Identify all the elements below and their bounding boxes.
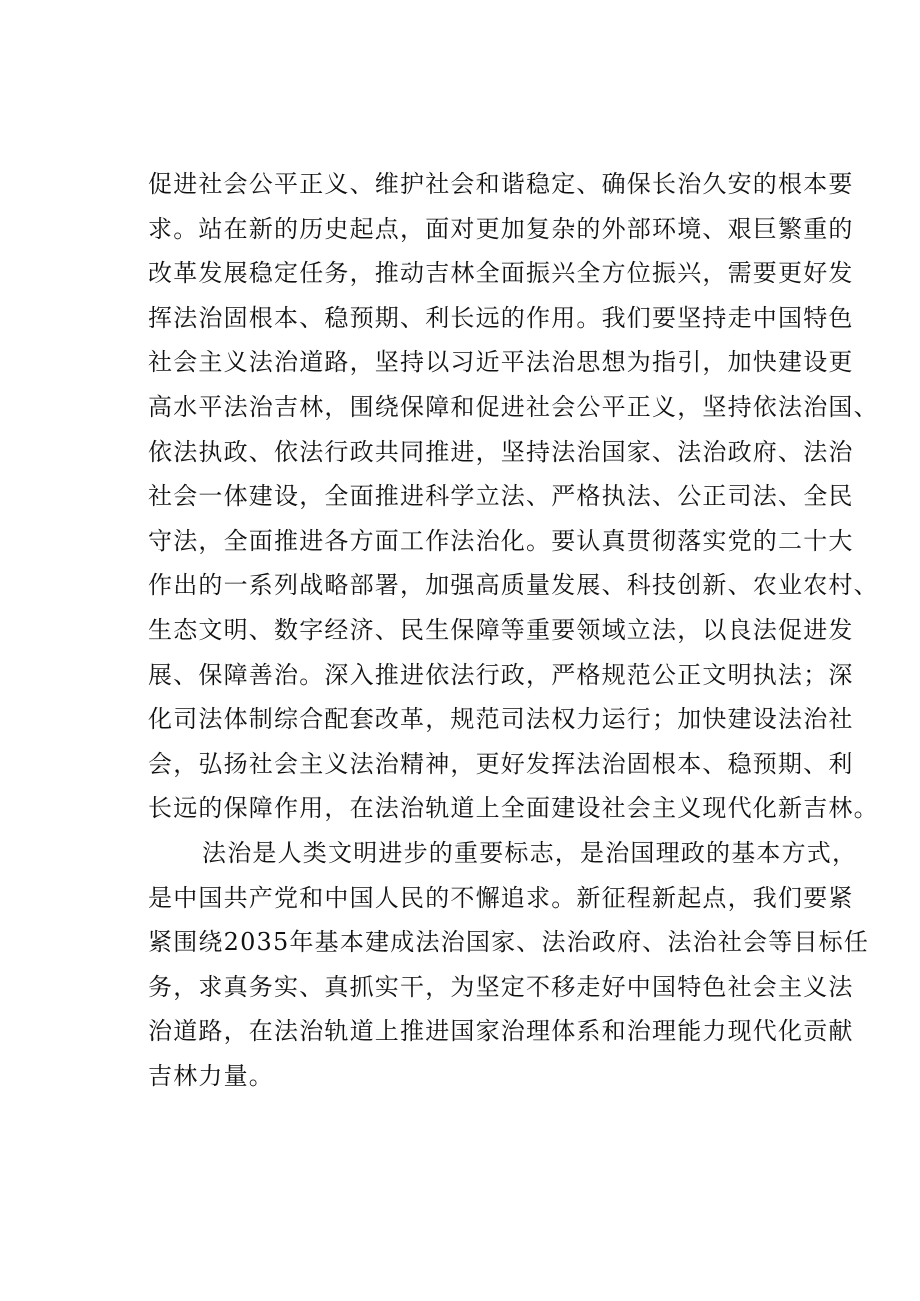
text-line: 展、保障善治。深入推进依法行政，严格规范公正文明执法；深 [148, 660, 854, 689]
text-line: 挥法治固根本、稳预期、利长远的作用。我们要坚持走中国特色 [148, 303, 854, 332]
text-line: 治道路，在法治轨道上推进国家治理体系和治理能力现代化贡献 [148, 1017, 854, 1046]
text-line: 依法执政、依法行政共同推进，坚持法治国家、法治政府、法治 [148, 437, 854, 466]
text-line: 促进社会公平正义、维护社会和谐稳定、确保长治久安的根本要 [148, 170, 854, 198]
paragraph-1 [148, 162, 879, 831]
text-line: 务，求真务实、真抓实干，为坚定不移走好中国特色社会主义法 [148, 972, 854, 1001]
text-line: 改革发展稳定任务，推动吉林全面振兴全方位振兴，需要更好发 [148, 259, 854, 288]
text-line: 长远的保障作用，在法治轨道上全面建设社会主义现代化新吉林。 [148, 794, 879, 823]
text-line: 求。站在新的历史起点，面对更加复杂的外部环境、艰巨繁重的 [148, 214, 854, 243]
text-line: 生态文明、数字经济、民生保障等重要领域立法，以良法促进发 [148, 615, 854, 644]
text-line: 社会主义法治道路，坚持以习近平法治思想为指引，加快建设更 [148, 348, 854, 377]
text-line: 法治是人类文明进步的重要标志，是治国理政的基本方式， [202, 838, 858, 867]
document-body [148, 162, 879, 1098]
text-line: 守法，全面推进各方面工作法治化。要认真贯彻落实党的二十大 [148, 526, 854, 555]
text-line: 会，弘扬社会主义法治精神，更好发挥法治固根本、稳预期、利 [148, 749, 854, 778]
text-line: 是中国共产党和中国人民的不懈追求。新征程新起点，我们要紧 [148, 883, 854, 912]
text-line: 紧围绕2035年基本建成法治国家、法治政府、法治社会等目标任 [148, 928, 870, 957]
text-line: 吉林力量。 [148, 1061, 274, 1090]
text-line: 作出的一系列战略部署，加强高质量发展、科技创新、农业农村、 [148, 571, 879, 600]
text-line: 化司法体制综合配套改革，规范司法权力运行；加快建设法治社 [148, 705, 854, 734]
text-line: 高水平法治吉林，围绕保障和促进社会公平正义，坚持依法治国、 [148, 392, 879, 421]
text-line: 社会一体建设，全面推进科学立法、严格执法、公正司法、全民 [148, 482, 854, 511]
paragraph-2 [148, 831, 870, 1099]
